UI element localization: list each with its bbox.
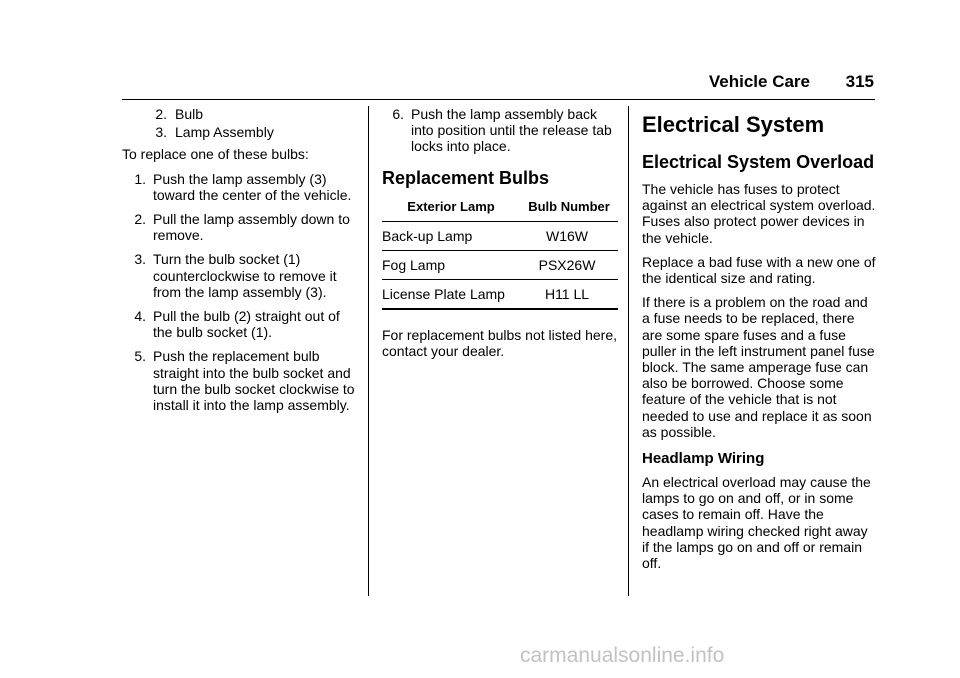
column-right [642,106,876,579]
column-middle [382,106,618,367]
table-row [382,250,618,279]
list-item: 2. Pull the lamp assembly down to remove. [134,211,350,244]
paragraph: The vehicle has fuses to protect against an electrical system overload. Fuses also protect power devices in the vehicle. [642,181,876,246]
column-left [122,106,357,421]
table-row [382,221,618,250]
list-item: 6. Push the lamp assembly back into position until the release tab locks into place. [392,106,612,155]
bulb-cell: PSX26W [520,250,618,279]
column-divider [628,106,629,596]
paragraph: An electrical overload may cause the lamps to go on and off, or in some cases to remain off. Have the headlamp wiring checked right away if the lamps go on and off or remain off. [642,474,871,572]
list-item: 3. Turn the bulb socket (1) counterclockwise to remove it from the lamp assembly (3). [134,251,337,300]
lamp-cell: Fog Lamp [382,250,520,279]
overload-heading: Electrical System Overload [642,152,875,172]
lamp-cell: Back-up Lamp [382,221,520,250]
paragraph: If there is a problem on the road and a fuse needs to be replaced, there are some spare fuses and a fuse puller in the left instrument panel fuse block. The same amperage fuse can also be borrowed. Choose some feature of the vehicle that is not needed to use and replace it as soon as possible. [642,294,875,440]
intro-text: To replace one of these bulbs: [122,146,309,163]
lamp-cell: License Plate Lamp [382,279,520,309]
column-header-bulb: Bulb Number [520,195,618,222]
bulb-table [382,195,618,310]
list-item: 1. Push the lamp assembly (3) toward the center of the vehicle. [134,170,352,203]
header-rule [122,99,875,100]
electrical-system-title: Electrical System [642,112,825,137]
paragraph: Replace a bad fuse with a new one of the identical size and rating. [642,253,876,287]
column-header-lamp: Exterior Lamp [382,195,520,222]
dealer-note: For replacement bulbs not listed here, contact your dealer. [382,326,618,359]
bulb-cell: W16W [520,221,618,250]
page-number: 315 [845,72,874,91]
bulb-cell: H11 LL [520,279,618,309]
table-header-row [382,195,618,222]
list-item: 5. Push the replacement bulb straight into the bulb socket and turn the bulb socket clockwise to install it into the lamp assembly. [134,348,355,414]
replacement-bulbs-heading: Replacement Bulbs [382,167,550,188]
list-item: 2. Bulb [155,106,204,122]
list-item: 4. Pull the bulb (2) straight out of the bulb socket (1). [134,308,340,341]
table-row [382,279,618,309]
steps-list-continued [382,106,618,155]
steps-list [122,171,357,414]
column-divider [368,106,369,596]
headlamp-wiring-heading: Headlamp Wiring [642,450,765,468]
page-header [0,72,874,94]
parts-list [122,106,357,140]
list-item: 3. Lamp Assembly [155,124,274,141]
section-title: Vehicle Care [708,72,810,91]
watermark: carmanualsonline.info [520,644,725,667]
